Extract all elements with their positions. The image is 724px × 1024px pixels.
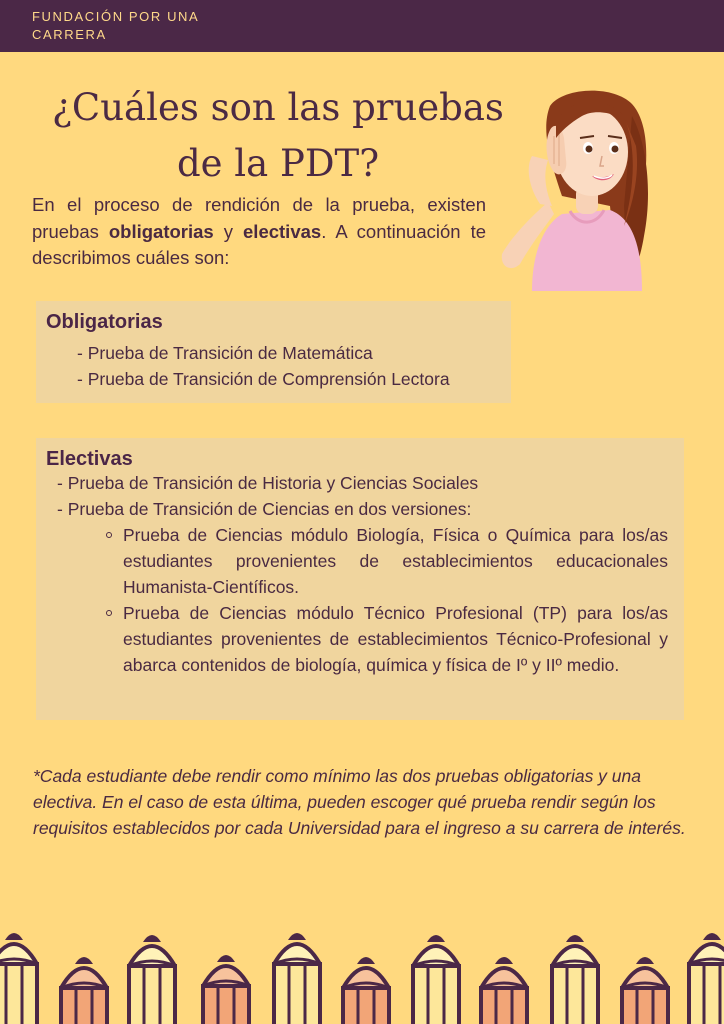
pencil-icon: [689, 933, 724, 1024]
footnote: *Cada estudiante debe rendir como mínimo las dos pruebas obligatorias y una electiva. En el caso de esta última, pueden escoger qué prueba rendir según los requisitos establecidos por cada Universidad para el ingreso a su carrera de interés.: [33, 766, 686, 838]
subitem-text: Prueba de Ciencias módulo Técnico Profesional (TP) para los/as estudiantes provenientes de establecimientos Técnico-Profesional y abarca contenidos de biología, química y física de Iº y IIº medio.: [123, 603, 668, 675]
pencil-icon: [61, 957, 107, 1024]
intro-paragraph: [32, 192, 486, 272]
intro-text-1: En el proceso de rendición de la prueba, existen pruebas: [32, 194, 486, 242]
pencil-icon: [552, 935, 598, 1024]
pencils-decoration: [0, 922, 724, 1024]
list-item: [123, 600, 668, 678]
circle-bullet-icon: [106, 532, 112, 538]
obligatorias-box: [36, 301, 511, 403]
page-title: ¿Cuáles son las pruebas de la PDT?: [52, 86, 504, 185]
ciencias-versions-list: [123, 522, 668, 678]
circle-bullet-icon: [106, 610, 112, 616]
electivas-box: [36, 438, 684, 720]
obligatorias-title: Obligatorias: [46, 311, 163, 333]
pencil-icon: [622, 957, 668, 1024]
list-item: [123, 522, 668, 600]
intro-text-3: . A continuación te describimos cuáles son:: [32, 220, 486, 268]
pencil-icon: [343, 957, 389, 1024]
intro-text-2: y: [213, 220, 244, 242]
pencil-icon: [481, 957, 527, 1024]
list-item: - Prueba de Transición de Ciencias en dos versiones:: [57, 499, 472, 519]
intro-bold-obligatorias: obligatorias: [108, 220, 214, 242]
pencil-icon: [203, 955, 249, 1024]
list-item: - Prueba de Transición de Comprensión Lectora: [77, 369, 450, 389]
pencil-icon: [0, 933, 37, 1024]
electivas-title: Electivas: [46, 448, 133, 470]
girl-listening-illustration: [492, 86, 662, 296]
pencil-icon: [129, 935, 175, 1024]
electivas-list: [57, 470, 478, 522]
pencil-icon: [413, 935, 459, 1024]
pencil-icon: [274, 933, 320, 1024]
org-name: FUNDACIÓN POR UNA CARRERA: [32, 9, 199, 42]
obligatorias-list: [77, 340, 450, 392]
intro-bold-electivas: electivas: [243, 220, 322, 242]
list-item: - Prueba de Transición de Historia y Ciencias Sociales: [57, 473, 479, 493]
list-item: - Prueba de Transición de Matemática: [77, 343, 373, 363]
header-bar: [0, 0, 724, 52]
subitem-text: Prueba de Ciencias módulo Biología, Física o Química para los/as estudiantes provenientes de establecimientos educacionales Humanista-Científicos.: [123, 525, 668, 597]
